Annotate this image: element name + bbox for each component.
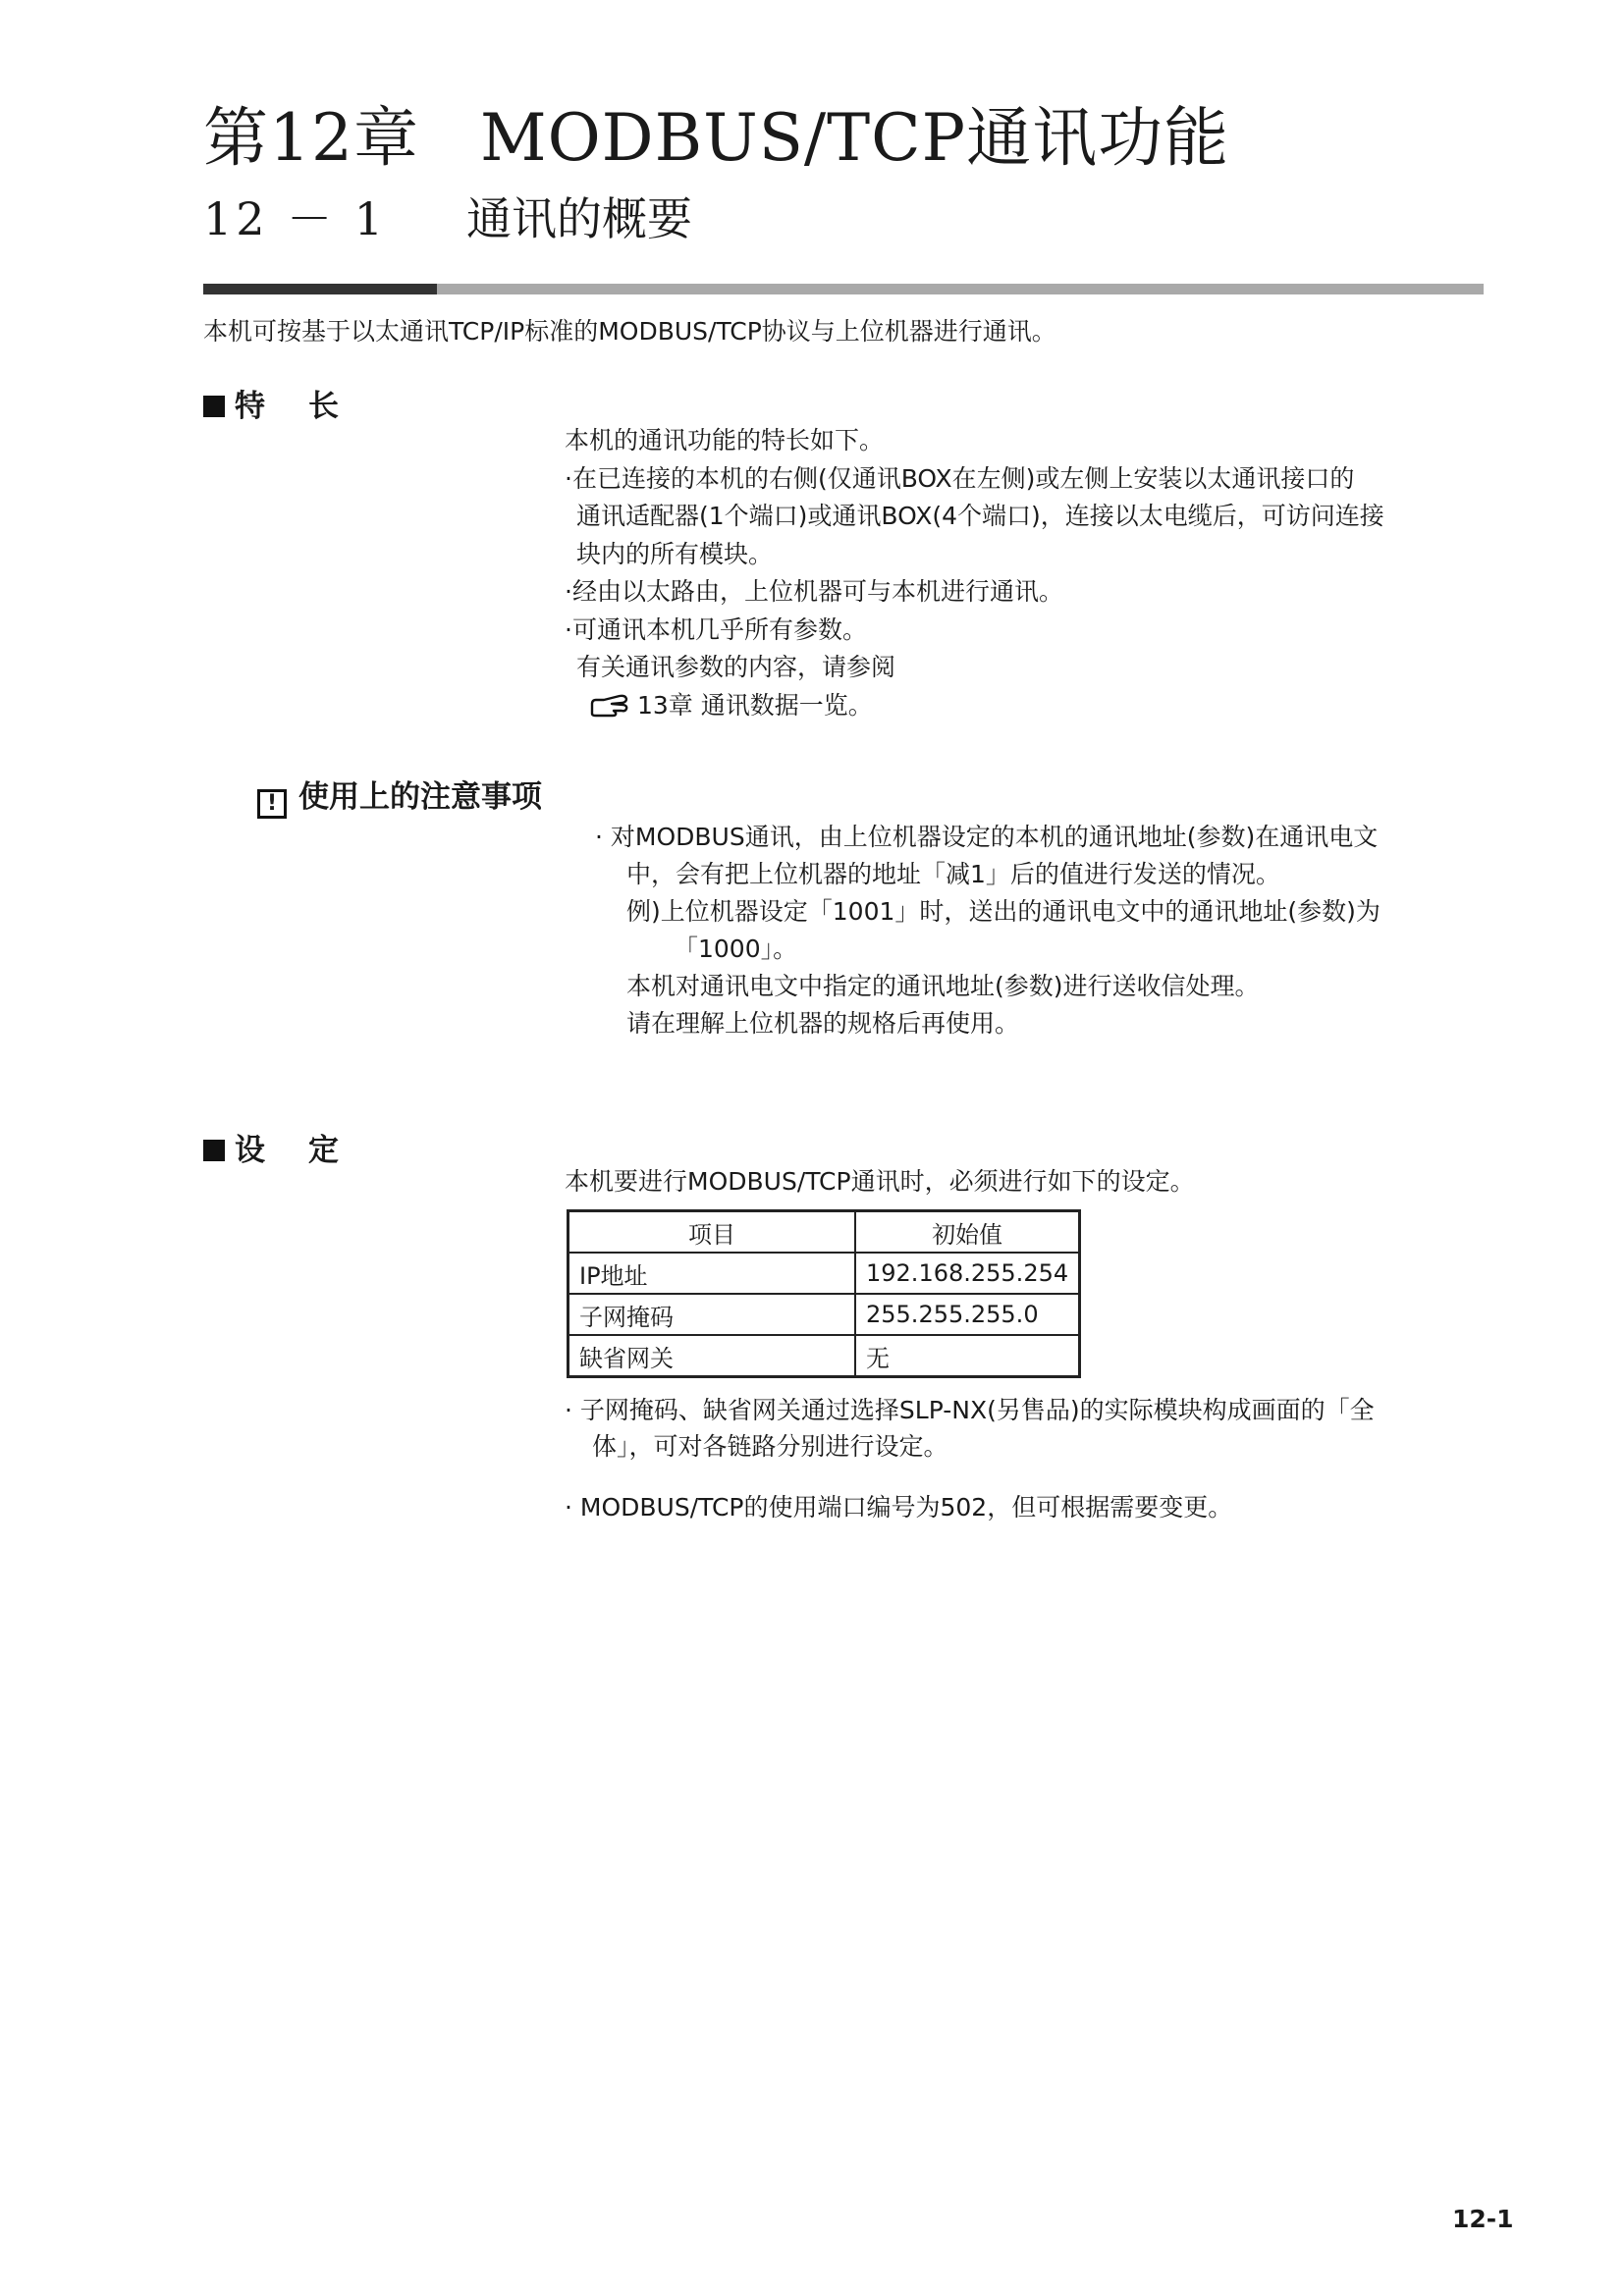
section-title	[203, 192, 692, 245]
features-heading: 特 长	[203, 381, 339, 425]
intro-text: 本机可按基于以太通讯TCP/IP标准的MODBUS/TCP协议与上位机器进行通讯。	[203, 317, 1056, 346]
features-line: 本机的通讯功能的特长如下。	[565, 426, 885, 454]
table-header-cell: 项目	[568, 1211, 856, 1254]
table-cell: 192.168.255.254	[855, 1253, 1080, 1294]
settings-table	[567, 1209, 1081, 1378]
notice-line: 中，会有把上位机器的地址「减1」后的值进行发送的情况。	[626, 860, 1280, 888]
features-reference: 13章 通讯数据一览。	[565, 687, 1384, 725]
exclamation-icon: !	[257, 789, 287, 819]
settings-heading: 设 定	[203, 1125, 339, 1169]
features-list	[565, 422, 1384, 724]
table-cell: 无	[855, 1335, 1080, 1377]
table-row	[568, 1335, 1080, 1377]
pointing-hand-icon	[590, 694, 629, 718]
section-number: 12 － 1	[203, 192, 388, 245]
features-line: 有关通讯参数的内容，请参阅	[576, 653, 896, 681]
header-rule-dark	[203, 284, 437, 294]
page-number: 12-1	[1452, 2205, 1514, 2233]
notice-line: · 对MODBUS通讯，由上位机器设定的本机的通讯地址(参数)在通讯电文	[595, 823, 1379, 851]
table-cell: 255.255.255.0	[855, 1294, 1080, 1335]
features-line: ·可通讯本机几乎所有参数。	[565, 614, 867, 644]
note-line: 体」，可对各链路分别进行设定。	[592, 1432, 948, 1461]
note-line: · 子网掩码、缺省网关通过选择SLP-NX(另售品)的实际模块构成画面的「全	[565, 1396, 1375, 1424]
features-line: 块内的所有模块。	[576, 539, 774, 568]
table-cell: IP地址	[568, 1253, 856, 1294]
table-cell: 子网掩码	[568, 1294, 856, 1335]
chapter-number: 第12章	[203, 100, 419, 176]
notice-line: 请在理解上位机器的规格后再使用。	[626, 1009, 1020, 1038]
features-line: ·在已连接的本机的右侧(仅通讯BOX在左侧)或左侧上安装以太通讯接口的	[565, 463, 1355, 493]
table-row	[568, 1294, 1080, 1335]
notice-heading: ! 使用上的注意事项	[257, 772, 542, 819]
square-bullet-icon	[203, 1140, 225, 1161]
notice-line: 本机对通讯电文中指定的通讯地址(参数)进行送收信处理。	[626, 972, 1260, 1000]
notice-list	[595, 819, 1380, 1042]
square-bullet-icon	[203, 396, 225, 417]
table-row	[568, 1253, 1080, 1294]
features-line: 通讯适配器(1个端口)或通讯BOX(4个端口)，连接以太电缆后，可访问连接	[576, 502, 1384, 530]
table-header-cell: 初始值	[855, 1211, 1080, 1254]
settings-note-2: · MODBUS/TCP的使用端口编号为502，但可根据需要变更。	[565, 1493, 1233, 1522]
settings-table-wrap	[567, 1209, 1081, 1378]
settings-intro: 本机要进行MODBUS/TCP通讯时，必须进行如下的设定。	[565, 1167, 1195, 1196]
table-cell: 缺省网关	[568, 1335, 856, 1377]
notice-line: 「1000」。	[674, 934, 798, 963]
notice-line: 例)上位机器设定「1001」时，送出的通讯电文中的通讯地址(参数)为	[626, 897, 1380, 926]
table-header-row	[568, 1211, 1080, 1254]
settings-note-1	[565, 1392, 1375, 1465]
header-rule-gray	[437, 284, 1484, 294]
features-line: ·经由以太路由，上位机器可与本机进行通讯。	[565, 577, 1063, 606]
section-name: 通讯的概要	[466, 192, 692, 245]
chapter-title	[203, 100, 1230, 176]
chapter-name: MODBUS/TCP通讯功能	[479, 100, 1230, 176]
